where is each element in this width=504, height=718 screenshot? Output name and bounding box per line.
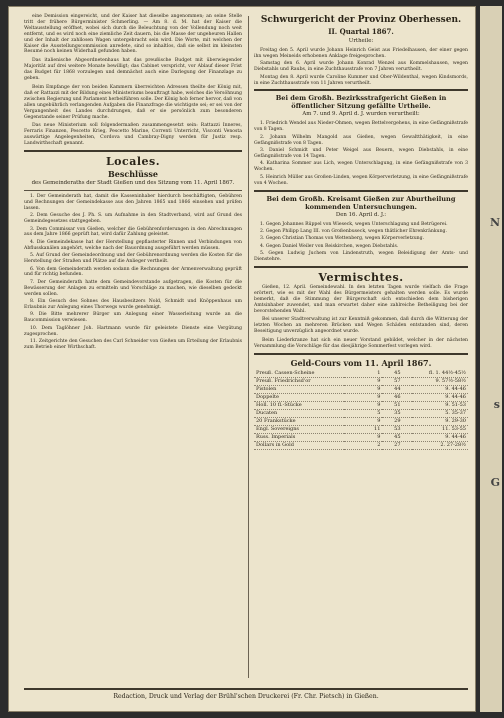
list-item: 4. Katharina Sommer aus Lich, wegen Unterschlagung, in eine Gefängnißstrafe von 3 Wochen. bbox=[254, 161, 468, 173]
table-cell: 9. 44-46 bbox=[412, 386, 468, 394]
urtheile-heading: Urtheile: bbox=[348, 38, 374, 44]
list-item: 3. Dem Commissar von Gießen, welcher die Gebührenforderungen in den Abrechnungen aus dem Jahre 1866 geprüft hat, wird dafür Zahlung geleistet. bbox=[24, 226, 242, 238]
table-cell: 9 bbox=[344, 402, 383, 410]
table-cell: 35 bbox=[382, 410, 412, 418]
news-paragraph: Gießen, 12. April. Gemeindewahl. In den letzten Tagen wurde vielfach die Frage erörtert, wie es mit der Wahl des Bürgermeisters gehalten werden solle. Es wurde bemerkt, daß die Stimmung der Bürgerschaft sich entschieden dem bisherigen Amtsinhaber zuwendet, und man erwartet daher eine zahlreiche Betheiligung bei der bevorstehenden Wahl. bbox=[254, 284, 468, 314]
locales-heading: Locales. bbox=[105, 155, 161, 169]
list-item: Freitag den 5. April wurde Johann Heinrich Geist aus Friedelhausen, der einer gegen ihn wegen Meineids erhobenen Anklage freigesprochen. bbox=[254, 48, 468, 59]
table-cell: Dollars in Gold bbox=[254, 442, 344, 450]
table-cell: Doppelte bbox=[254, 394, 344, 402]
list-item: 1. Friedrich Wendel aus Nieder-Ohmen, wegen Bettelvergehens, in eine Gefängnißstrafe von 8 Tagen. bbox=[254, 121, 468, 133]
news-paragraph: Beim Liederkranze hat sich ein neuer Vorstand gebildet, welcher in der nächsten Versammlung die Vorschläge für das diesjährige Sommerfest vorlegen wird. bbox=[254, 338, 468, 350]
list-item: 4. Die Gemeindekasse hat der Herstellung gepflasterter Rinnen und Verbindungen von Abflusskanälen angehört, welche nach der Bauordnung ausgeführt werden müssen. bbox=[24, 239, 242, 251]
table-cell: 9. 44-46 bbox=[412, 434, 468, 442]
list-item: Montag den 8. April wurde Caroline Kummer und Ober-Wildenthal, wegen Kindsmords, in eine Zuchthausstrafe von 11 Jahren verurtheilt. bbox=[254, 74, 468, 86]
table-cell: fl. 1. 44½-45½ bbox=[412, 370, 468, 378]
table-cell: 9 bbox=[344, 386, 383, 394]
section-divider bbox=[254, 190, 468, 192]
table-cell: 9 bbox=[344, 434, 383, 442]
table-cell: 1 bbox=[344, 370, 383, 378]
list-item: 3. Daniel Schmidt und Peter Weigel aus Beuern, wegen Diebstahls, in eine Gefängnißstrafe von 14 Tagen. bbox=[254, 148, 468, 159]
geld-cours-heading: Geld-Cours vom 11. April 1867. bbox=[290, 358, 432, 368]
list-item: 8. Ein Gesuch des Sohnes des Hausbesitzers Nold, Schmidt und Knöppenhaus um Erlaubnis zur Anlegung eines Thorwegs wurde genehmigt. bbox=[24, 299, 242, 310]
adjacent-page-fragment: s bbox=[493, 398, 500, 411]
table-cell: 5. 35-37 bbox=[412, 410, 468, 418]
list-item: 1. Gegen Johannes Rüppel von Wieseck, wegen Unterschlagung und Betrügerei. bbox=[260, 221, 448, 227]
adjacent-page-edge bbox=[480, 6, 502, 712]
list-item: 5. Auf Grund der Gemeindeordnung und der Gebührenordnung werden die Kosten für die Herstellung der Straßen und Plätze auf die Anlieger vertheilt. bbox=[24, 253, 242, 265]
table-row bbox=[254, 442, 468, 450]
list-item: 10. Dem Taglöhner Joh. Hartmann wurde für geleistete Dienste eine Vergütung zugesprochen. bbox=[24, 325, 242, 337]
list-item: Samstag den 6. April wurde Johann Konrad Wenzel aus Kommelshausen, wegen Diebstahls und Raubs, in eine Zuchthausstrafe von 7 Jahren verurtheilt. bbox=[254, 61, 468, 73]
bezirks-date: Am 7. und 9. April d. J. wurden verurtheilt: bbox=[302, 111, 420, 118]
table-row bbox=[254, 434, 468, 442]
table-cell: 45 bbox=[382, 434, 412, 442]
news-paragraph: Bei unserer Stadtverwaltung ist zur Kenntniß gekommen, daß durch die Witterung der letzten Wochen an mehreren Brücken und Wegen Schäden entstanden sind, deren Beseitigung unverzüglich angeordnet wurde. bbox=[254, 317, 468, 335]
section-divider bbox=[254, 266, 468, 268]
table-cell: 9. 29-30 bbox=[412, 418, 468, 426]
table-cell: 45 bbox=[382, 370, 412, 378]
news-paragraph: Das neue Ministerium soll folgendermaßen zusammengesetzt sein: Rattazzi Inneres, Ferraris Finanzen, Pescetto Krieg, Pescetto Marine, Correnti Unterricht, Visconti Venosta auswärtige Angelegenheiten, Cordova und Cambray-Digny werden für Justiz resp. Landwirthschaft genannt. bbox=[24, 123, 242, 147]
table-cell: 9. 44-46 bbox=[412, 394, 468, 402]
table-row bbox=[254, 426, 468, 434]
table-cell: 11. 53-55 bbox=[412, 426, 468, 434]
list-item: 7. Der Gemeinderath hatte dem Gemeindevorstande aufgetragen, die Kosten für die Bewässerung der Anlagen zu ermitteln und Vorschläge zu machen, wie dieselben gedeckt werden sollen. bbox=[24, 279, 242, 297]
list-item: 1. Der Gemeinderath hat, damit die Kasseninhaber hierdurch beschäftigten, Gebühren und Rechnungen der Gemeindekasse aus den Jahren 1865 und 1866 einsehen und prüfen lassen. bbox=[24, 194, 242, 211]
table-cell: 5 bbox=[344, 410, 383, 418]
kreisamt-date: Den 16. April d. J.: bbox=[335, 211, 387, 218]
bezirks-heading: Bei dem Großh. Bezirksstrafgericht Gießen in öffentlicher Sitzung gefällte Urtheile. bbox=[275, 94, 447, 111]
table-cell: 9 bbox=[344, 418, 383, 426]
beschluesse-heading: Beschlüsse bbox=[108, 169, 158, 180]
list-item: 6. Von dem Gemeinderath werden sodann die Rechnungen der Armenverwaltung geprüft und für richtig befunden. bbox=[24, 266, 242, 278]
table-cell: 9. 57½-58½ bbox=[412, 378, 468, 386]
table-cell: 53 bbox=[382, 426, 412, 434]
section-divider bbox=[24, 190, 242, 191]
list-item: 2. Dem Gesuche des J. Ph. S. um Aufnahme in den Stadtverband, wird auf Grund des Gemeindegesetzes stattgegeben. bbox=[24, 213, 242, 225]
beschluesse-subheading: des Gemeinderaths der Stadt Gießen und des Sitzung vom 11. April 1867. bbox=[31, 180, 235, 187]
table-row bbox=[254, 418, 468, 426]
list-item: 5. Gegen Ludwig Juchem von Lindenstruth, wegen Beleidigung der Amts- und Dienstehre. bbox=[254, 251, 468, 263]
table-cell: 9 bbox=[344, 394, 383, 402]
list-item: 3. Gegen Christian Thomas von Wettenberg, wegen Körperverletzung. bbox=[260, 236, 425, 242]
table-row bbox=[254, 402, 468, 410]
table-cell: 44 bbox=[382, 386, 412, 394]
list-item: 2. Gegen Philipp Lang III. von Großenbuseck, wegen thätlicher Ehrenkränkung. bbox=[260, 228, 447, 234]
table-cell: 51 bbox=[382, 402, 412, 410]
list-item: 2. Johann Wilhelm Mangold aus Gießen, wegen Gewaltthätigkeit, in eine Gefängnißstrafe von 8 Tagen. bbox=[254, 134, 468, 146]
table-row bbox=[254, 386, 468, 394]
adjacent-page-fragment: G bbox=[490, 476, 500, 489]
section-divider bbox=[254, 89, 468, 91]
vermischtes-heading: Vermischtes. bbox=[318, 270, 404, 284]
table-cell: 27 bbox=[382, 442, 412, 450]
table-cell: Russ. Imperials bbox=[254, 434, 344, 442]
table-cell: Preuß. Friedrichsd'or bbox=[254, 378, 344, 386]
table-cell: 2 bbox=[344, 442, 383, 450]
table-cell: 46 bbox=[382, 394, 412, 402]
table-cell: 9. 51-53 bbox=[412, 402, 468, 410]
schwurgericht-heading: Schwurgericht der Provinz Oberhessen. bbox=[260, 15, 462, 25]
list-item: 9. Die Bitte mehrerer Bürger um Anlegung einer Wasserleitung wurde an die Baucommission verwiesen. bbox=[24, 312, 242, 324]
table-row bbox=[254, 370, 468, 378]
quartal-heading: II. Quartal 1867. bbox=[328, 27, 394, 36]
table-cell: Ducaten bbox=[254, 410, 344, 418]
left-column bbox=[24, 14, 242, 352]
table-cell: 2. 27-28½ bbox=[412, 442, 468, 450]
news-paragraph: Beim Empfange der von beiden Kammern überreichten Adressen theilte der König mit, daß er Rattazzi mit der Bildung eines Ministeriums beauftragt habe, welches die Versöhnung zwischen Regierung und Parlament herbeiführen solle. Der König hob ferner hervor, daß von allen ungebührlich verlangenden Aufgaben die Finanzfrage die wichtigste sei; er sei von der Vergangenheit des Landes durchdrungen, daß er sie persönlich zum besonderen Gegenstande seiner Prüfung mache. bbox=[24, 84, 242, 120]
newspaper-page bbox=[8, 6, 476, 712]
kreisamt-heading: Bei dem Großh. Kreisamt Gießen zur Aburtheilung kommenden Untersuchungen. bbox=[266, 194, 456, 211]
column-divider bbox=[248, 16, 249, 678]
list-item: 5. Heinrich Müller aus Großen-Linden, wegen Körperverletzung, in eine Gefängnißstrafe von 4 Wochen. bbox=[254, 174, 468, 186]
table-cell: 57 bbox=[382, 378, 412, 386]
list-item: 11. Zeitgerichte den Gesuchen des Carl Schneider von Gießen um Erteilung der Erlaubnis zum Betrieb einer Wirthschaft. bbox=[24, 338, 242, 350]
section-divider bbox=[24, 150, 242, 152]
section-divider bbox=[254, 353, 468, 355]
table-cell: Holl. 10 fl.-Stücke bbox=[254, 402, 344, 410]
exchange-rate-table bbox=[254, 370, 468, 450]
table-row bbox=[254, 410, 468, 418]
table-cell: 11 bbox=[344, 426, 383, 434]
right-column bbox=[254, 14, 468, 450]
table-cell: 9 bbox=[344, 378, 383, 386]
table-row bbox=[254, 378, 468, 386]
news-paragraph: Das italienische Abgeordnetenhaus hat das preußische Budget mit überwiegender Majorität auf drei weitere Monate bewilligt; das Cabinet verspricht, vor Ablauf dieser Frist das Budget für 1868 vorzulegen und demnächst auch eine Darlegung der Finanzlage zu geben. bbox=[24, 58, 242, 82]
table-row bbox=[254, 394, 468, 402]
imprint-footer: Redaction, Druck und Verlag der Brühl'schen Druckerei (Fr. Chr. Pietsch) in Gießen. bbox=[24, 688, 468, 701]
table-cell: 29 bbox=[382, 418, 412, 426]
adjacent-page-fragment: N bbox=[489, 216, 500, 229]
news-paragraph: eine Demission eingereicht, und der Kaiser hat dieselbe angenommen; an seine Stelle tritt der frühere Bürgerminister Schmerling. — Am 8. d. M. hat der Kaiser die Weltausstellung eröffnet, wobei sich durch die Beleuchtung von der Vollendung noch weit entfernt, und es wird noch eine ziemliche Zeit dauern, bis die Masse der ungeheuren Hallen und der Inhalt der zahllosen Wagen untergebracht sein wird. Die Worte, mit welchen der Kaiser die Ausstellungscommission anredete, sind so inhaltlos, daß sie selbst im kleinsten Resumé noch keinen Widerhall gefunden haben. bbox=[24, 14, 242, 55]
table-cell: 20 Frankstücke bbox=[254, 418, 344, 426]
list-item: 4. Gegen Daniel Weiler von Reiskirchen, wegen Diebstahls. bbox=[260, 243, 399, 249]
table-cell: Engl. Sovereigns bbox=[254, 426, 344, 434]
table-cell: Preuß. Cassen-Scheine bbox=[254, 370, 344, 378]
table-cell: Pistolen bbox=[254, 386, 344, 394]
